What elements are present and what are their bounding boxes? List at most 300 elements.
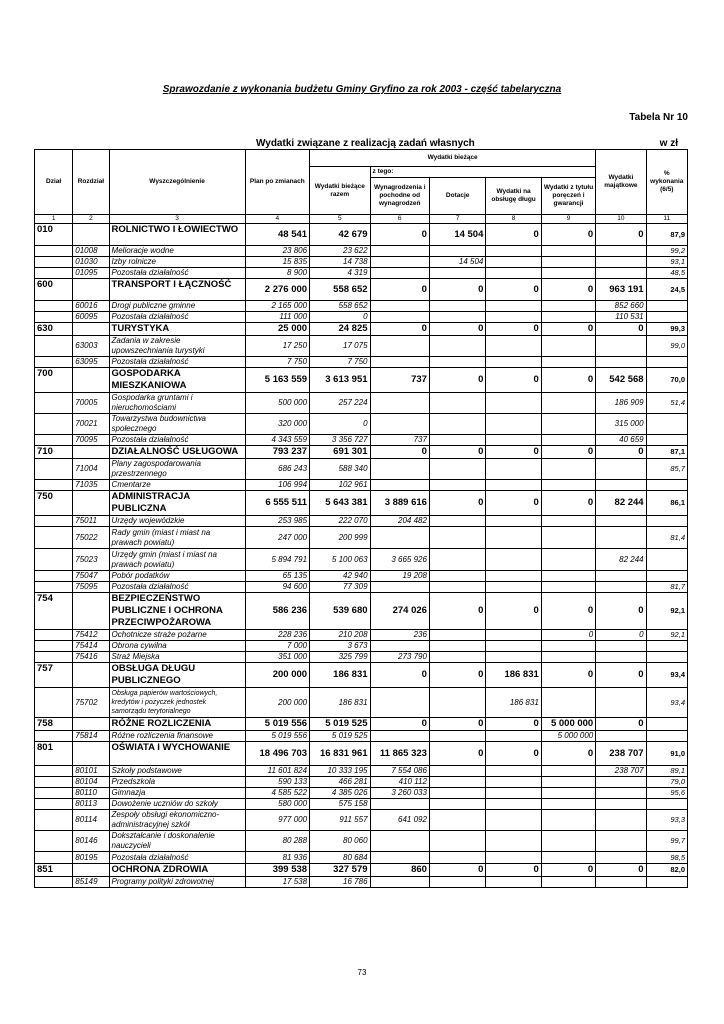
column-number: 4 [245, 215, 309, 224]
row-name: OCHRONA ZDROWIA [109, 864, 245, 877]
cell-plan: 5 019 556 [245, 731, 309, 742]
cell-plan: 8 900 [245, 268, 309, 279]
cell-plan: 6 555 511 [245, 491, 309, 516]
dzial-code-empty [35, 301, 73, 312]
cell-wyn: 236 [370, 630, 429, 641]
cell-maj [596, 852, 646, 864]
cell-dot: 0 [429, 491, 485, 516]
cell-obs [486, 527, 541, 549]
cell-razem: 558 652 [310, 301, 370, 312]
dzial-row [35, 368, 688, 393]
row-name: Melioracje wodne [109, 246, 245, 257]
cell-plan: 5 019 556 [245, 718, 309, 731]
cell-plan: 586 236 [245, 593, 309, 630]
cell-pct: 79,0 [646, 777, 687, 788]
row-name: Drogi publiczne gminne [109, 301, 245, 312]
cell-maj: 110 531 [596, 312, 646, 323]
dzial-code-empty [35, 393, 73, 414]
cell-obs [486, 582, 541, 593]
column-number: 10 [596, 215, 646, 224]
dzial-code: 700 [35, 368, 73, 393]
cell-razem: 0 [310, 312, 370, 323]
cell-por [541, 268, 595, 279]
dzial-code: 710 [35, 446, 73, 459]
cell-pct: 24,5 [646, 279, 687, 301]
dzial-code: 750 [35, 491, 73, 516]
rozdzial-code: 70005 [73, 393, 109, 414]
cell-pct [646, 718, 687, 731]
cell-dot [429, 527, 485, 549]
cell-maj: 40 659 [596, 435, 646, 446]
row-name: Straż Miejska [109, 652, 245, 663]
cell-obs [486, 393, 541, 414]
cell-obs: 186 831 [486, 663, 541, 688]
cell-dot [429, 852, 485, 864]
cell-razem: 539 680 [310, 593, 370, 630]
rozdzial-code: 60016 [73, 301, 109, 312]
rozdzial-code: 85149 [73, 877, 109, 888]
cell-maj [596, 459, 646, 480]
dzial-code-empty [35, 527, 73, 549]
cell-obs: 0 [486, 491, 541, 516]
cell-obs [486, 831, 541, 852]
cell-por [541, 688, 595, 718]
cell-por [541, 480, 595, 491]
cell-maj: 238 707 [596, 766, 646, 777]
cell-razem: 5 643 381 [310, 491, 370, 516]
cell-wyn [370, 336, 429, 357]
cell-razem: 17 075 [310, 336, 370, 357]
rozdzial-row [35, 652, 688, 663]
col-obsluga-header: Wydatki na obsługę długu [486, 178, 541, 215]
cell-por: 0 [541, 864, 595, 877]
cell-maj [596, 246, 646, 257]
cell-plan: 200 000 [245, 688, 309, 718]
rozdzial-row [35, 630, 688, 641]
cell-plan: 4 343 559 [245, 435, 309, 446]
cell-pct [646, 414, 687, 435]
row-name: ROLNICTWO I ŁOWIECTWO [109, 224, 245, 246]
rozdzial-row [35, 877, 688, 888]
cell-plan: 81 936 [245, 852, 309, 864]
dzial-code-empty [35, 641, 73, 652]
rozdzial-code: 75011 [73, 516, 109, 527]
rozdzial-code-empty [73, 663, 109, 688]
cell-dot [429, 777, 485, 788]
cell-por [541, 393, 595, 414]
cell-razem: 80 060 [310, 831, 370, 852]
rozdzial-code-empty [73, 368, 109, 393]
cell-plan: 11 601 824 [245, 766, 309, 777]
cell-razem: 3 356 727 [310, 435, 370, 446]
cell-obs: 0 [486, 718, 541, 731]
cell-dot [429, 268, 485, 279]
cell-por [541, 799, 595, 810]
cell-por [541, 516, 595, 527]
cell-dot: 0 [429, 446, 485, 459]
cell-obs [486, 777, 541, 788]
cell-por [541, 414, 595, 435]
cell-por: 0 [541, 279, 595, 301]
row-name: Pozostała działalność [109, 312, 245, 323]
rozdzial-code-empty [73, 224, 109, 246]
cell-wyn [370, 641, 429, 652]
cell-wyn: 0 [370, 279, 429, 301]
cell-dot [429, 435, 485, 446]
rozdzial-row [35, 777, 688, 788]
cell-dot [429, 652, 485, 663]
cell-por: 0 [541, 630, 595, 641]
cell-wyn: 274 026 [370, 593, 429, 630]
dzial-code: 600 [35, 279, 73, 301]
cell-wyn: 3 889 616 [370, 491, 429, 516]
dzial-code-empty [35, 549, 73, 571]
cell-por: 0 [541, 663, 595, 688]
row-name: Różne rozliczenia finansowe [109, 731, 245, 742]
rozdzial-row [35, 301, 688, 312]
cell-razem: 16 786 [310, 877, 370, 888]
dzial-code-empty [35, 766, 73, 777]
rozdzial-row [35, 549, 688, 571]
cell-wyn: 273 790 [370, 652, 429, 663]
col-wynagrodzenia-header: Wynagrodzenia i pochodne od wynagrodzeń [370, 178, 429, 215]
rozdzial-code: 80114 [73, 810, 109, 831]
cell-plan: 106 994 [245, 480, 309, 491]
column-number: 3 [109, 215, 245, 224]
cell-wyn: 0 [370, 446, 429, 459]
rozdzial-code: 75414 [73, 641, 109, 652]
cell-por [541, 357, 595, 368]
cell-wyn: 737 [370, 435, 429, 446]
rozdzial-code: 75702 [73, 688, 109, 718]
cell-obs [486, 357, 541, 368]
dzial-code-empty [35, 257, 73, 268]
table-number: Tabela Nr 10 [629, 112, 688, 123]
cell-pct [646, 312, 687, 323]
dzial-code-empty [35, 731, 73, 742]
rozdzial-row [35, 246, 688, 257]
rozdzial-row [35, 393, 688, 414]
row-name: OŚWIATA I WYCHOWANIE [109, 742, 245, 766]
cell-pct [646, 301, 687, 312]
cell-dot [429, 516, 485, 527]
rozdzial-row [35, 527, 688, 549]
cell-dot: 14 504 [429, 257, 485, 268]
cell-plan: 25 000 [245, 323, 309, 336]
cell-obs: 0 [486, 368, 541, 393]
cell-por [541, 831, 595, 852]
cell-razem: 42 940 [310, 571, 370, 582]
cell-pct [646, 480, 687, 491]
rozdzial-row [35, 459, 688, 480]
rozdzial-row [35, 641, 688, 652]
cell-razem: 575 158 [310, 799, 370, 810]
row-name: Towarzystwa budownictwa społecznego [109, 414, 245, 435]
cell-razem: 691 301 [310, 446, 370, 459]
col-plan-header: Plan po zmianach [245, 150, 309, 215]
cell-maj: 0 [596, 630, 646, 641]
cell-maj [596, 268, 646, 279]
budget-table [34, 149, 688, 888]
dzial-code-empty [35, 246, 73, 257]
cell-por [541, 459, 595, 480]
row-name: Ochotnicze straże pożarne [109, 630, 245, 641]
cell-maj [596, 810, 646, 831]
cell-maj: 0 [596, 224, 646, 246]
cell-por [541, 312, 595, 323]
cell-obs: 0 [486, 742, 541, 766]
cell-razem: 42 679 [310, 224, 370, 246]
cell-razem: 186 831 [310, 688, 370, 718]
column-number: 5 [310, 215, 370, 224]
rozdzial-code: 75022 [73, 527, 109, 549]
rozdzial-row [35, 414, 688, 435]
rozdzial-code: 75047 [73, 571, 109, 582]
cell-por [541, 571, 595, 582]
cell-dot: 0 [429, 718, 485, 731]
dzial-code: 630 [35, 323, 73, 336]
cell-razem: 257 224 [310, 393, 370, 414]
cell-por [541, 766, 595, 777]
rozdzial-row [35, 766, 688, 777]
cell-plan: 320 000 [245, 414, 309, 435]
dzial-row [35, 279, 688, 301]
dzial-row [35, 224, 688, 246]
cell-plan: 4 585 522 [245, 788, 309, 799]
cell-dot [429, 301, 485, 312]
rozdzial-code-empty [73, 718, 109, 731]
rozdzial-code-empty [73, 323, 109, 336]
cell-dot [429, 459, 485, 480]
dzial-code-empty [35, 788, 73, 799]
page-number: 73 [357, 968, 367, 977]
cell-wyn: 0 [370, 323, 429, 336]
cell-razem: 911 557 [310, 810, 370, 831]
rozdzial-row [35, 688, 688, 718]
cell-plan: 94 600 [245, 582, 309, 593]
row-name: Pozostała działalność [109, 357, 245, 368]
cell-maj [596, 336, 646, 357]
rozdzial-row [35, 312, 688, 323]
cell-obs [486, 516, 541, 527]
dzial-row [35, 718, 688, 731]
dzial-code-empty [35, 652, 73, 663]
cell-razem: 210 208 [310, 630, 370, 641]
col-wydatki-biezace-header: Wydatki bieżące [310, 150, 596, 167]
cell-maj: 0 [596, 446, 646, 459]
cell-por [541, 246, 595, 257]
cell-plan: 793 237 [245, 446, 309, 459]
cell-razem: 77 309 [310, 582, 370, 593]
cell-wyn [370, 731, 429, 742]
cell-razem: 4 385 026 [310, 788, 370, 799]
cell-por [541, 810, 595, 831]
row-name: BEZPIECZEŃSTWO PUBLICZNE I OCHRONA PRZECIWPOŻAROWA [109, 593, 245, 630]
cell-pct: 87,9 [646, 224, 687, 246]
cell-dot: 0 [429, 279, 485, 301]
cell-wyn: 3 665 926 [370, 549, 429, 571]
cell-razem: 16 831 961 [310, 742, 370, 766]
dzial-row [35, 491, 688, 516]
cell-obs [486, 810, 541, 831]
cell-dot [429, 414, 485, 435]
cell-maj: 0 [596, 718, 646, 731]
cell-wyn [370, 799, 429, 810]
cell-obs [486, 652, 541, 663]
dzial-code-empty [35, 810, 73, 831]
row-name: Cmentarze [109, 480, 245, 491]
cell-pct: 98,5 [646, 852, 687, 864]
cell-dot [429, 549, 485, 571]
cell-por [541, 549, 595, 571]
cell-por: 0 [541, 323, 595, 336]
rozdzial-code: 80146 [73, 831, 109, 852]
cell-obs [486, 549, 541, 571]
row-name: Urzędy gmin (miast i miast na prawach powiatu) [109, 549, 245, 571]
row-name: GOSPODARKA MIESZKANIOWA [109, 368, 245, 393]
row-name: TURYSTYKA [109, 323, 245, 336]
cell-dot [429, 571, 485, 582]
cell-plan: 399 538 [245, 864, 309, 877]
cell-obs [486, 852, 541, 864]
cell-wyn [370, 877, 429, 888]
rozdzial-row [35, 435, 688, 446]
cell-maj [596, 516, 646, 527]
cell-pct [646, 435, 687, 446]
cell-maj [596, 777, 646, 788]
cell-pct: 91,0 [646, 742, 687, 766]
cell-por [541, 852, 595, 864]
cell-dot [429, 877, 485, 888]
rozdzial-row [35, 788, 688, 799]
cell-razem: 5 019 525 [310, 731, 370, 742]
cell-dot [429, 393, 485, 414]
cell-por [541, 582, 595, 593]
cell-maj: 238 707 [596, 742, 646, 766]
rozdzial-code: 80104 [73, 777, 109, 788]
cell-razem: 186 831 [310, 663, 370, 688]
cell-dot: 0 [429, 323, 485, 336]
rozdzial-row [35, 852, 688, 864]
row-name: Pozostała działalność [109, 435, 245, 446]
cell-dot [429, 688, 485, 718]
cell-dot [429, 799, 485, 810]
cell-dot [429, 630, 485, 641]
row-name: Obrona cywilna [109, 641, 245, 652]
rozdzial-code: 71004 [73, 459, 109, 480]
cell-pct: 89,1 [646, 766, 687, 777]
cell-por [541, 641, 595, 652]
cell-razem: 558 652 [310, 279, 370, 301]
row-name: Gospodarka gruntami i nieruchomościami [109, 393, 245, 414]
cell-wyn: 410 112 [370, 777, 429, 788]
cell-wyn [370, 480, 429, 491]
cell-plan: 18 496 703 [245, 742, 309, 766]
dzial-code-empty [35, 582, 73, 593]
cell-razem: 14 738 [310, 257, 370, 268]
cell-pct: 99,2 [646, 246, 687, 257]
cell-maj [596, 571, 646, 582]
rozdzial-code: 75023 [73, 549, 109, 571]
rozdzial-code: 60095 [73, 312, 109, 323]
rozdzial-code-empty [73, 279, 109, 301]
cell-pct: 48,5 [646, 268, 687, 279]
cell-pct: 82,0 [646, 864, 687, 877]
cell-razem: 466 281 [310, 777, 370, 788]
cell-wyn [370, 582, 429, 593]
cell-razem: 0 [310, 414, 370, 435]
cell-obs [486, 731, 541, 742]
cell-obs: 0 [486, 323, 541, 336]
cell-pct [646, 549, 687, 571]
rozdzial-code: 63003 [73, 336, 109, 357]
cell-razem: 102 961 [310, 480, 370, 491]
cell-maj: 0 [596, 663, 646, 688]
cell-pct: 81,4 [646, 527, 687, 549]
dzial-code-empty [35, 480, 73, 491]
cell-maj [596, 357, 646, 368]
dzial-code: 758 [35, 718, 73, 731]
col-poreczenia-header: Wydatki z tytułu poręczeń i gwarancji [541, 178, 595, 215]
rozdzial-row [35, 268, 688, 279]
column-number: 8 [486, 215, 541, 224]
dzial-code-empty [35, 831, 73, 852]
cell-obs: 0 [486, 279, 541, 301]
cell-pct [646, 516, 687, 527]
cell-razem: 327 579 [310, 864, 370, 877]
dzial-code-empty [35, 877, 73, 888]
cell-obs [486, 641, 541, 652]
dzial-code-empty [35, 336, 73, 357]
cell-plan: 2 276 000 [245, 279, 309, 301]
cell-wyn [370, 527, 429, 549]
column-number: 6 [370, 215, 429, 224]
cell-wyn [370, 257, 429, 268]
dzial-row [35, 663, 688, 688]
row-name: Przedszkola [109, 777, 245, 788]
col-wyszczegolnienie-header: Wyszczególnienie [109, 150, 245, 215]
rozdzial-row [35, 831, 688, 852]
cell-obs [486, 301, 541, 312]
cell-pct [646, 641, 687, 652]
cell-plan: 351 000 [245, 652, 309, 663]
cell-por: 0 [541, 593, 595, 630]
dzial-code-empty [35, 688, 73, 718]
cell-dot: 0 [429, 368, 485, 393]
column-number: 9 [541, 215, 595, 224]
cell-maj: 0 [596, 593, 646, 630]
cell-pct [646, 571, 687, 582]
cell-dot: 0 [429, 742, 485, 766]
dzial-code: 010 [35, 224, 73, 246]
column-number-row [35, 215, 688, 224]
cell-wyn [370, 831, 429, 852]
cell-wyn: 0 [370, 718, 429, 731]
cell-obs: 0 [486, 224, 541, 246]
column-number: 1 [35, 215, 73, 224]
cell-wyn [370, 268, 429, 279]
rozdzial-row [35, 257, 688, 268]
cell-obs [486, 877, 541, 888]
cell-dot [429, 641, 485, 652]
cell-pct: 93,4 [646, 663, 687, 688]
cell-por [541, 435, 595, 446]
col-majatkowe-header: Wydatki majątkowe [596, 150, 646, 215]
rozdzial-row [35, 799, 688, 810]
cell-pct: 86,1 [646, 491, 687, 516]
cell-plan: 48 541 [245, 224, 309, 246]
rozdzial-code: 80101 [73, 766, 109, 777]
